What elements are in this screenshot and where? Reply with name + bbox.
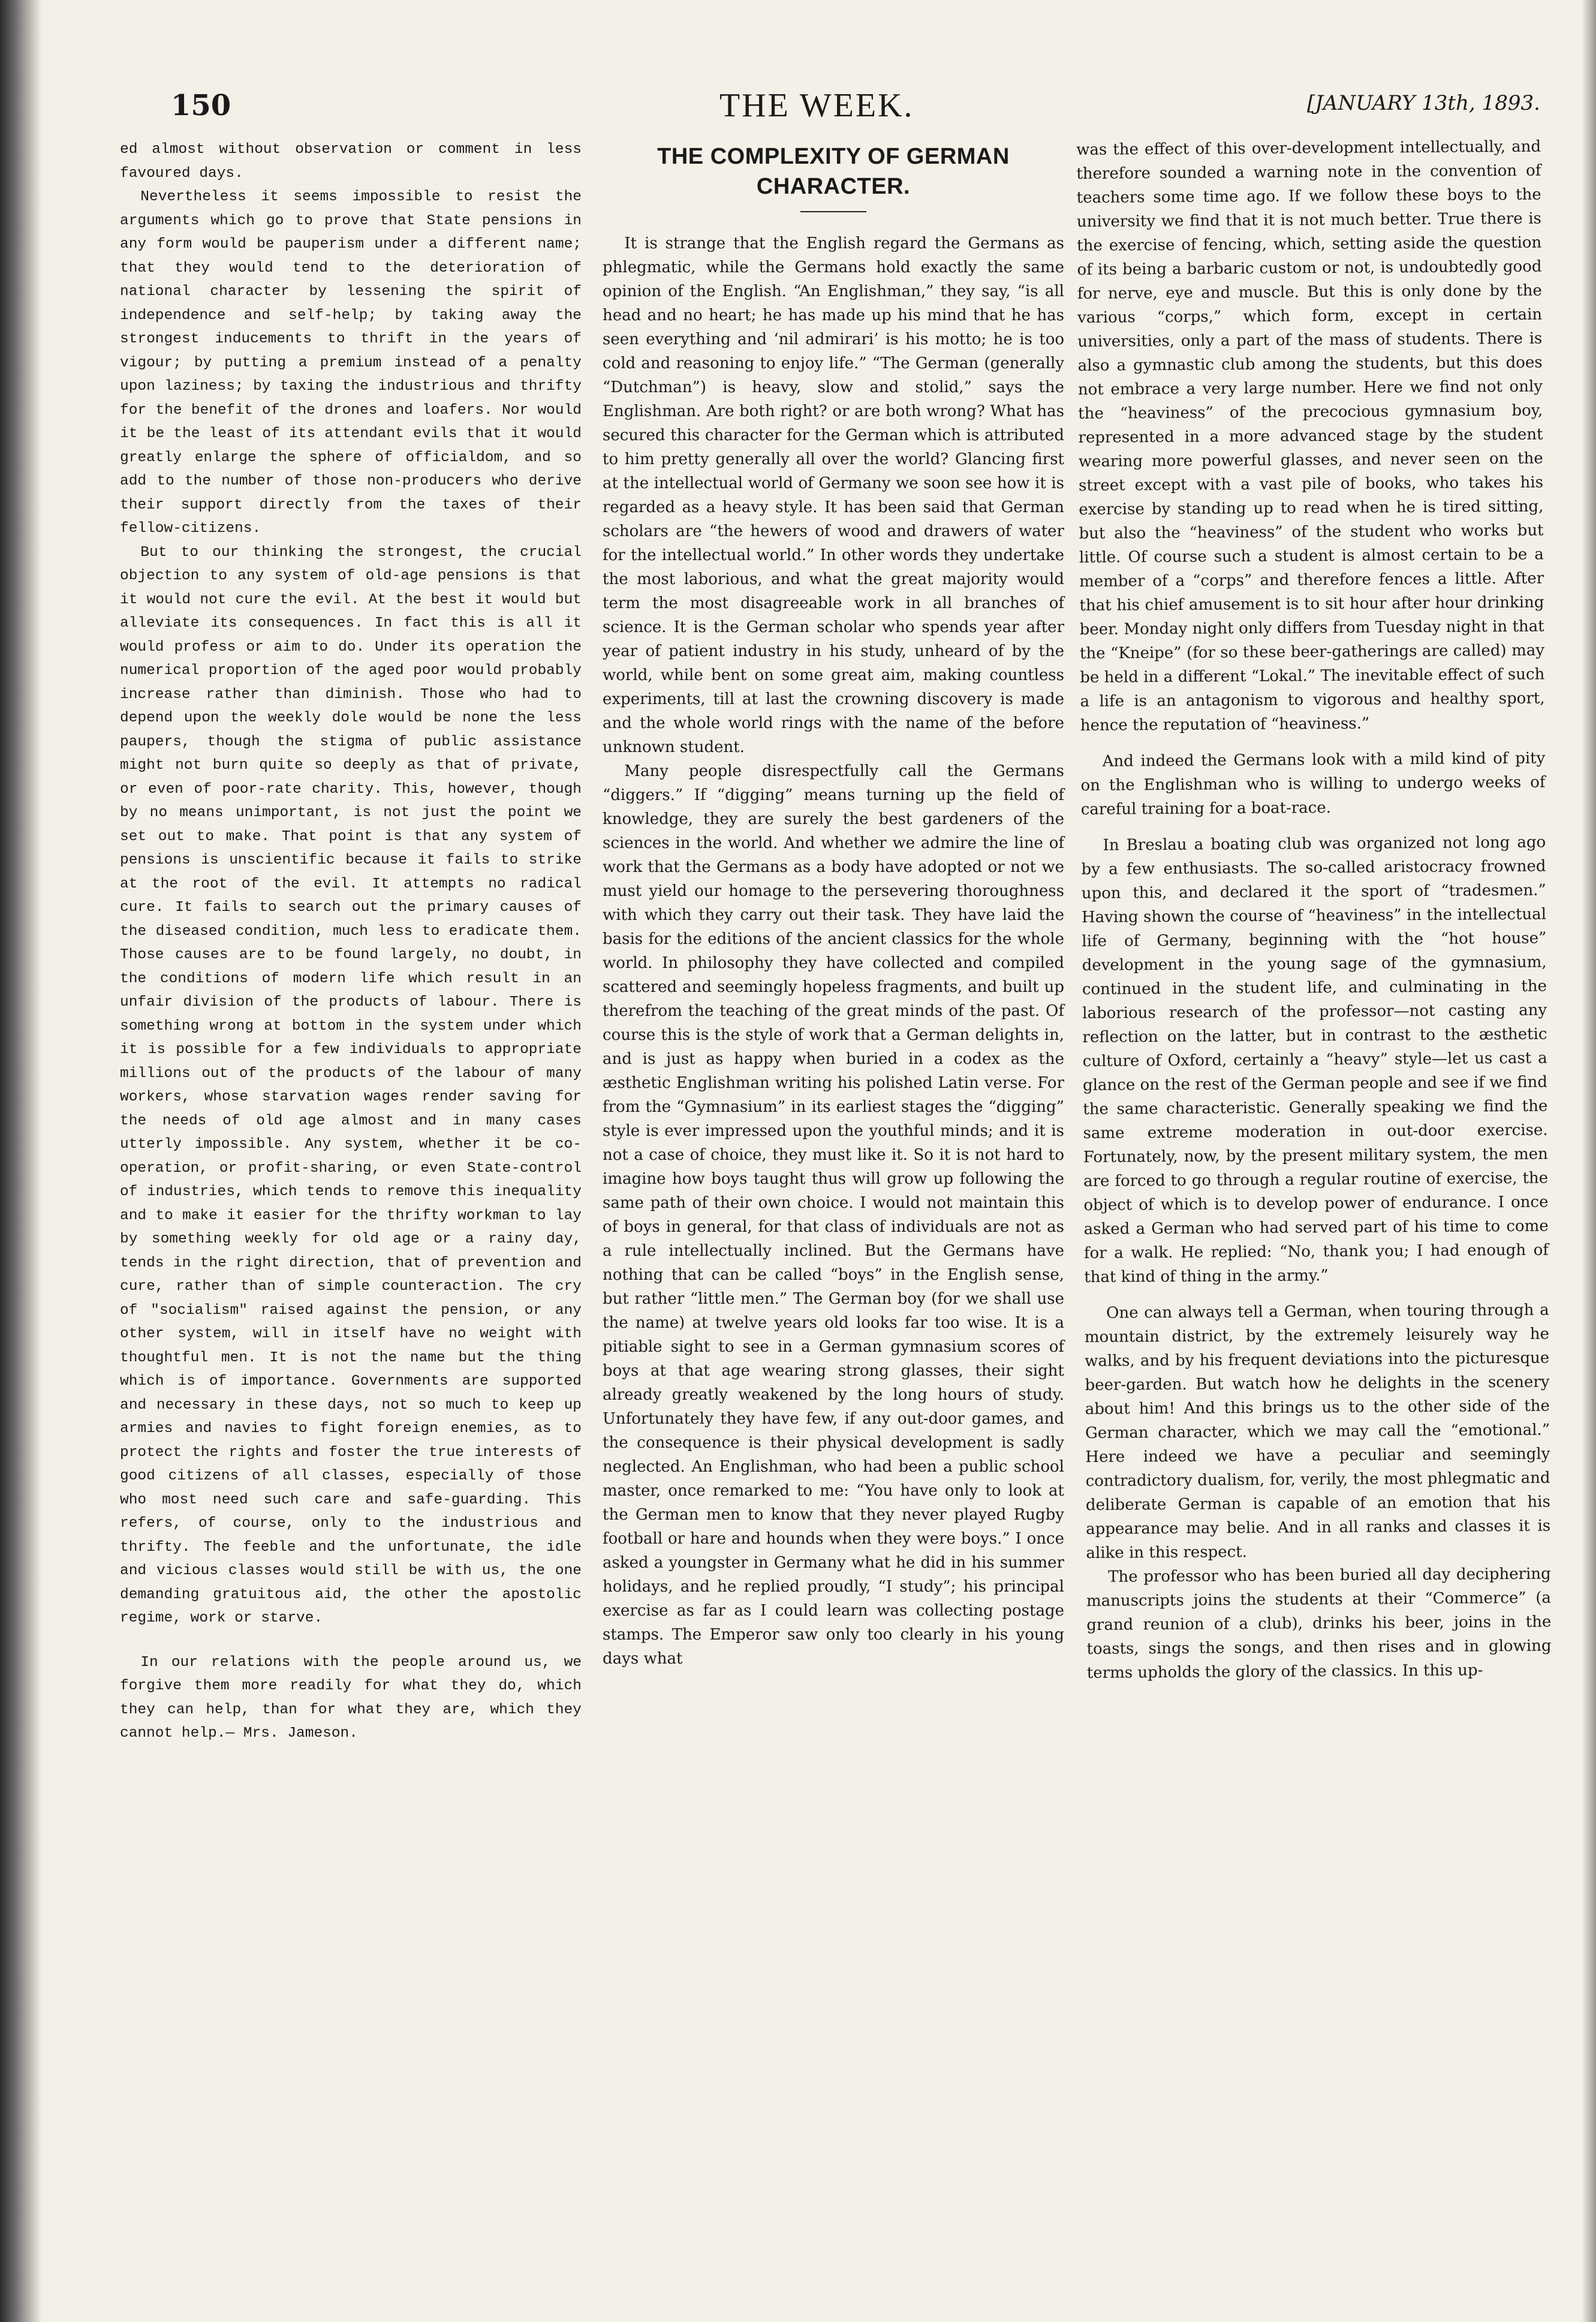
facing-page-edge	[1582, 0, 1596, 2322]
paragraph: But to our thinking the strongest, the crucial objection to any system of old-age pensions is that it would not cure the evil. At the best it would but alleviate its consequences. In fact this is all it would profess or aim to do. Under its operation the numerical proportion of the aged poor would probably increase rather than diminish. Those who had to depend upon the weekly dole would be none the less paupers, though the stigma of public assistance might not burn quite so deeply as that of private, or even of poor-rate charity. This, however, though by no means unimportant, is not just the point we set out to make. That point is that any system of pensions is unscientific because it fails to strike at the root of the evil. It attempts no radical cure. It fails to search out the primary causes of the diseased condition, much less to eradicate them. Those causes are to be found largely, no doubt, in the conditions of modern life which result in an unfair division of the products of labour. There is something wrong at bottom in the system under which it is possible for a few individuals to appropriate millions out of the products of the labour of many workers, whose starvation wages render saving for the needs of old age almost and in many cases utterly impossible. Any system, whether it be co-operation, or profit-sharing, or even State-control of industries, which tends to remove this inequality and to make it easier for the thrifty workman to lay by something weekly for old age or a rainy day, tends in the right direction, that of prevention and cure, rather than of simple counteraction. The cry of "socialism" raised against the pension, or any other system, will in itself have no weight with thoughtful men. It is not the name but the thing which is of importance. Governments are supported and necessary in these days, not so much to keep up armies and navies to fight foreign enemies, as to protect the rights and foster the true interests of good citizens of all classes, especially of those who most need such care and safe-guarding. This refers, of course, only to the industrious and thrifty. The feeble and the unfortunate, the idle and vicious classes would still be with us, the one demanding gratuitous aid, the other the apostolic regime, work or starve.	[120, 544, 582, 1626]
closing-quote: In our relations with the people around us, we forgive them more readily for what they do, which they can help, than for what they are, which they cannot help.— Mrs. Jameson.	[120, 1654, 582, 1742]
paragraph: Nevertheless it seems impossible to resist the arguments which go to prove that State pensions in any form would be pauperism under a different name; that they would tend to the deterioration of national character by lessening the spirit of independence and self-help; by taking away the strongest inducements to thrift in the years of vigour; by putting a premium instead of a penalty upon laziness; by taxing the industrious and thrifty for the benefit of the drones and loafers. Nor would it be the least of its attendant evils that it would greatly enlarge the sphere of officialdom, and so add to the number of those non-producers who derive their support directly from the taxes of their fellow-citizens.	[120, 189, 582, 537]
page-header	[0, 78, 1596, 132]
paragraph: was the effect of this over-development intellectually, and therefore sounded a warning note in the convention of teachers some time ago. If we follow these boys to the university we find that it is not much better. True there is the exercise of fencing, which, setting aside the question of its being a barbaric custom or not, is undoubtedly good for nerve, eye and muscle. But this is only done by the various “corps,” which form, except in certain universities, only a part of the mass of students. There is also a gymnastic club among the students, but this does not embrace a very large number. Here we find not only the “heaviness” of the precocious gymnasium boy, represented in a more advanced stage by the student wearing more powerful glasses, and never seen on the street except with a vast pile of books, who takes his exercise by standing up to read when he is tired sitting, but also the “heaviness” of the student who works but little. Of course such a student is almost certain to be a member of a “corps” and therefore fences a little. After that his chief amusement is to sit hour after hour drinking beer. Monday night only differs from Tuesday night in that the “Kneipe” (for so these beer-gatherings are called) may be held in a different “Lokal.” The inevitable effect of such a life is an antagonism to vigorous and healthy sport, hence the reputation of “heaviness.”	[1076, 137, 1545, 735]
article-title: THE COMPLEXITY OF GERMAN CHARACTER.	[657, 144, 1010, 199]
page-number: 150	[171, 89, 231, 122]
issue-date: [JANUARY 13th, 1893.	[1307, 91, 1540, 115]
paragraph: The professor who has been buried all day deciphering manuscripts joins the students at their “Commerce” (a grand reunion of a club), drinks his beer, joins in the toasts, sings the songs, and then rises and in glowing terms upholds the glory of the classics. In this up-	[1086, 1565, 1552, 1682]
masthead-title: THE WEEK.	[719, 87, 914, 124]
title-rule	[800, 211, 866, 212]
column-3	[1076, 135, 1552, 1685]
paragraph: Many people disrespectfully call the Germans “diggers.” If “digging” means turning up the field of knowledge, they are surely the best gardeners of the sciences in the world. And whether we admire the line of work that the Germans as a body have adopted or not we must yield our homage to the persevering thoroughness with which they carry out their task. They have laid the basis for the editions of the ancient classics for the whole world. In philosophy they have collected and compiled scattered and seemingly hopeless fragments, and built up therefrom the teaching of the great minds of the past. Of course this is the style of work that a German delights in, and is just as happy when buried in a codex as the æsthetic Englishman writing his polished Latin verse. For from the “Gymnasium” in its earliest stages the “digging” style is ever impressed upon the youthful minds; and it is not a case of choice, they must like it. So it is not hard to imagine how boys taught thus will grow up following the same path of their own choice. I would not maintain this of boys in general, for that class of individuals are not as a rule intellectually inclined. But the Germans have nothing that can be called “boys” in the English sense, but rather “little men.” The German boy (for we shall use the name) at twelve years old looks far too wise. It is a pitiable sight to see in a German gymnasium scores of boys at that age wearing strong glasses, their sight already greatly weakened by the long hours of study. Unfortunately they have few, if any out-door games, and the consequence is their physical development is sadly neglected. An Englishman, who had been a public school master, once remarked to me: “You have only to look at the German men to know that they never played Rugby football or hare and hounds when they were boys.” I once asked a youngster in Germany what he did in his summer holidays, and he replied proudly, “I study”; his principal exercise as far as I could learn was collecting postage stamps. The Emperor saw only too clearly in his young days what	[603, 762, 1064, 1668]
paragraph: ed almost without observation or comment in less favoured days.	[120, 142, 582, 182]
column-2	[603, 138, 1064, 1671]
paragraph: It is strange that the English regard the Germans as phlegmatic, while the Germans hold exactly the same opinion of the English. “An Englishman,” they say, “is all head and no heart; he has made up his mind that he has seen everything and ‘nil admirari’ is his motto; he is too cold and reasoning to enjoy life.” “The German (generally “Dutchman”) is heavy, slow and stolid,” says the Englishman. Are both right? or are both wrong? What has secured this character for the German which is attributed to him pretty generally all over the world? Glancing first at the intellectual world of Germany we soon see how it is regarded as a heavy style. It has been said that German scholars are “the hewers of wood and drawers of water for the intellectual world.” In other words they undertake the most laborious, and what the great majority would term the most disagreeable work in all branches of science. It is the German scholar who spends year after year of patient industry in his study, unheard of by the world, while bent on some great aim, making countless experiments, till at last the crowning discovery is made and the whole world rings with the name of the before unknown student.	[603, 234, 1064, 756]
column-1	[120, 138, 582, 1746]
page-binding-shadow	[0, 0, 42, 2322]
paragraph: And indeed the Germans look with a mild kind of pity on the Englishman who is willing to undergo weeks of careful training for a boat-race.	[1080, 749, 1546, 819]
paragraph: In Breslau a boating club was organized not long ago by a few enthusiasts. The so-called aristocracy frowned upon this, and declared it the sport of “tradesmen.” Having shown the course of “heaviness” in the intellectual life of Germany, beginning with the “hot house” development in the young sage of the gymnasium, continued in the student life, and culminating in the laborious research of the professor—not casting any reflection on the latter, but in contrast to the æsthetic culture of Oxford, certainly a “heavy” style—let us cast a glance on the rest of the German people and see if we find the same characteristic. Generally speaking we find the same extreme moderation in out-door exercise. Fortunately, now, by the present military system, the men are forced to go through a regular routine of exercise, the object of which is to develop power of endurance. I once asked a German who had served part of his time to come for a walk. He replied: “No, thank you; I had enough of that kind of thing in the army.”	[1081, 833, 1549, 1286]
paragraph: One can always tell a German, when touring through a mountain district, by the extremely leisurely way he walks, and by his frequent deviations into the picturesque beer-garden. But watch how he delights in the scenery about him! And this brings us to the other side of the German character, which we may call the “emotional.” Here indeed we have a peculiar and seemingly contradictory dualism, for, verily, the most phlegmatic and deliberate German is capable of an emotion that his appearance may belie. And in all ranks and classes it is alike in this respect.	[1084, 1301, 1551, 1562]
